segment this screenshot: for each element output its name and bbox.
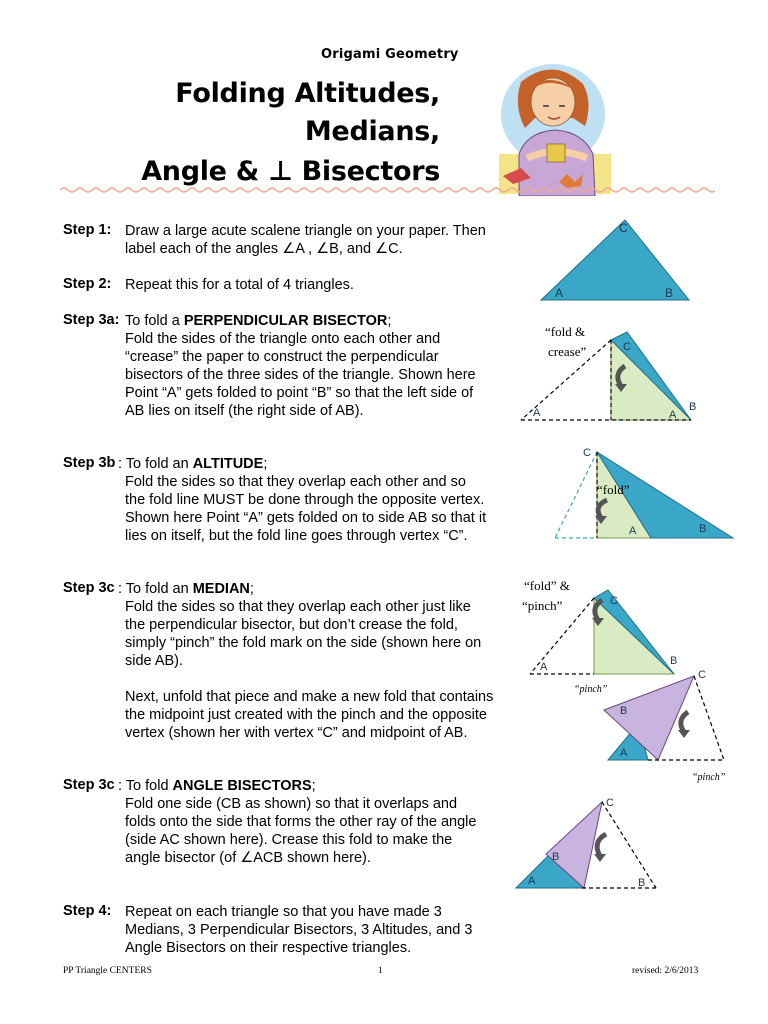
svg-text:A: A [540,661,548,673]
step-4-text: Repeat on each triangle so that you have made 3 Medians, 3 Perpendicular Bisectors, 3 Altitudes, and 3 Angle Bisectors on their respective triangles. [125,904,473,956]
svg-text:B: B [620,705,628,717]
step-1-text: Draw a large acute scalene triangle on your paper. Then label each of the angles ∠A , ∠B, and ∠C. [125,223,486,257]
svg-text:B: B [689,401,697,413]
angle-bisector-figure [510,794,670,894]
step-3b-label: Step 3b [63,455,116,471]
svg-text:C: C [623,341,631,353]
svg-text:“pinch”: “pinch” [522,598,563,613]
step-2-label: Step 2: [63,276,112,292]
step-3b-text: : To fold an ALTITUDE; Fold the sides so that they overlap each other and so the fold line MUST be done through the opposite vertex. Shown here Point “A” gets folded on to side AB so that it lies on itself, but the fold line goes through vertex “C”. [118,456,487,544]
triangle-figure [535,214,695,306]
svg-text:crease”: crease” [548,344,587,359]
svg-text:C: C [610,595,618,607]
svg-text:A: A [528,875,536,887]
svg-text:A: A [669,409,677,421]
step-3a-text: To fold a PERPENDICULAR BISECTOR; Fold the sides of the triangle onto each other and “crease” the paper to construct the perpendicular bisectors of the three sides of the triangle. Shown here Point “A” gets folded to point “B” so that the left side of AB lies on itself (the right side of AB). [125,313,476,419]
title-line-1: Folding Altitudes, [175,78,440,109]
vertex-c-label: C [619,221,628,235]
decorative-divider [60,185,715,195]
svg-text:B: B [699,523,707,535]
step-3c-median-text: : To fold an MEDIAN; Fold the sides so that they overlap each other just like the perpendicular bisector, but don’t crease the fold, simply “pinch” the fold mark on the side (shown here on side AB). Next, unfold that piece and make a new fold that contains the midpoint just created with the pinch and the opposite vertex (shown her with vertex “C” and midpoint of AB. [118,581,494,741]
svg-text:“pinch”: “pinch” [574,684,608,695]
step-3a-label: Step 3a: [63,312,120,328]
step-3c-angle-label: Step 3c [63,777,115,793]
step-2-text: Repeat this for a total of 4 triangles. [125,277,354,293]
footer-revised: revised: 2/6/2013 [632,966,699,976]
girl-folding-origami-illustration [497,62,615,196]
step-4-label: Step 4: [63,903,112,919]
svg-text:A: A [533,407,541,419]
svg-text:A: A [620,747,628,759]
footer-left: PP Triangle CENTERS [63,966,152,976]
svg-text:A: A [629,525,637,537]
median-figure [518,574,748,789]
svg-text:“pinch”: “pinch” [692,772,726,783]
svg-text:“fold”: “fold” [597,482,630,497]
page-number: 1 [378,966,383,976]
perpendicular-bisector-figure [515,318,715,428]
vertex-a-label: A [555,286,564,300]
svg-text:C: C [698,669,706,681]
step-1-label: Step 1: [63,222,112,238]
svg-text:“fold &: “fold & [545,324,586,339]
svg-text:“fold” &: “fold” & [524,578,570,593]
step-3c-angle-text: : To fold ANGLE BISECTORS; Fold one side (CB as shown) so that it overlaps and folds onto the side that forms the other ray of the angle (side AC shown here). Crease this fold to make the angle bisector (of ∠ACB shown here). [118,778,477,866]
step-3c-median-label: Step 3c [63,580,115,596]
svg-text:B: B [552,851,560,863]
vertex-b-label: B [665,286,674,300]
title-line-2: Medians, [304,116,440,147]
svg-text:C: C [606,797,614,809]
altitude-figure [545,444,740,544]
subtitle: Origami Geometry [321,47,459,62]
title-line-3: Angle & ⊥ Bisectors [141,156,440,187]
svg-text:B: B [670,655,678,667]
svg-text:B: B [638,877,646,889]
svg-text:C: C [583,447,591,459]
